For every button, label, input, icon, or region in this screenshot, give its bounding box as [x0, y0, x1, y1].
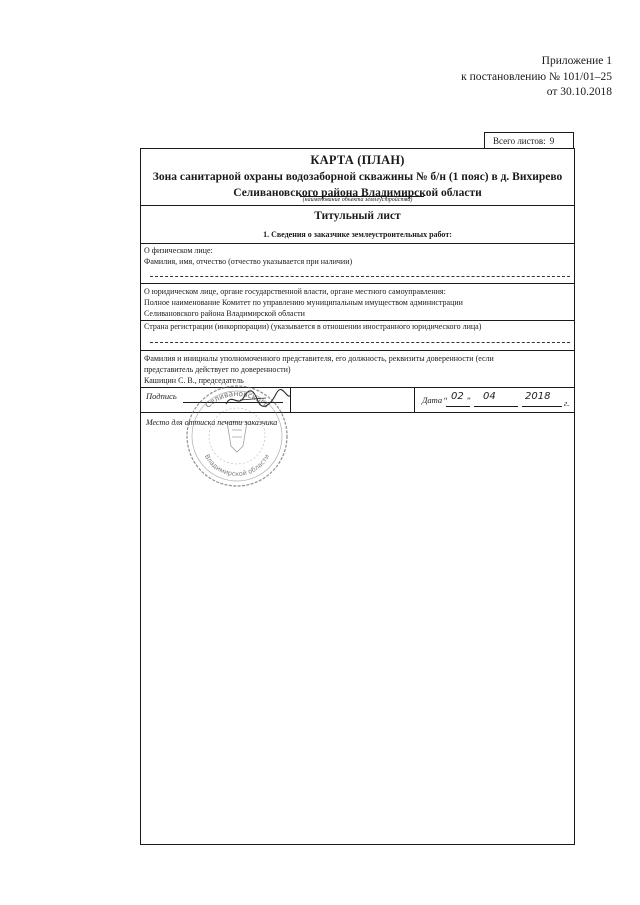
date-month: 04 [483, 391, 496, 402]
individual-label: О физическом лице: [144, 246, 213, 255]
legal-entity-name-line-2: Селивановского района Владимирской области [144, 309, 305, 318]
signature-label: Подпись [146, 391, 177, 401]
date-year-line [522, 406, 562, 407]
legal-entity-name-line-1: Полное наименование Комитет по управлению муниципальным имуществом администрации [144, 298, 463, 307]
date-quote-close: ” [466, 395, 471, 405]
divider-legal [140, 320, 575, 321]
appendix-header [461, 54, 612, 101]
title-sheet-heading: Титульный лист [314, 210, 401, 222]
appendix-line-2: к постановлению № 101/01–25 [461, 70, 612, 83]
stamp-text-top: Селивановского [203, 388, 271, 410]
stamp-text-bottom: Владимирской области [202, 452, 272, 479]
appendix-line-1: Приложение 1 [541, 55, 612, 67]
individual-name-field [150, 276, 570, 277]
signature-divider-right [414, 387, 415, 412]
divider-section-heading [140, 243, 575, 244]
country-field [150, 342, 570, 343]
date-month-line [474, 406, 518, 407]
map-title: КАРТА (ПЛАН) [310, 153, 405, 167]
appendix-line-3: от 30.10.2018 [546, 86, 612, 98]
date-day-line [446, 406, 470, 407]
legal-entity-label: О юридическом лице, органе государственной власти, органе местного самоуправления: [144, 287, 446, 296]
date-day: 02 [451, 391, 464, 402]
representative-name: Кашицин С. В., председатель [144, 376, 244, 385]
date-label: Дата [422, 395, 443, 405]
total-sheets-value: 9 [549, 136, 555, 146]
total-sheets-box [484, 132, 574, 148]
object-name-line-1: Зона санитарной охраны водозаборной скважины № б/н (1 пояс) в д. Вихирево [152, 171, 563, 183]
seal-place-label: Место для оттиска печати заказчика [146, 418, 278, 427]
date-quote-open: “ [443, 395, 448, 405]
representative-label-line-1: Фамилия и инициалы уполномоченного представителя, его должность, реквизиты доверенности (если [144, 354, 494, 363]
object-caption: (наименование объекта землеустройства) [302, 197, 413, 203]
divider-country [140, 350, 575, 351]
stamp-seal [183, 382, 291, 490]
individual-name-label: Фамилия, имя, отчество (отчество указывается при наличии) [144, 257, 353, 266]
divider-header [140, 205, 575, 206]
representative-label-line-2: представитель действует по доверенности) [144, 365, 291, 374]
country-label: Страна регистрации (инкорпорации) (указывается в отношении иностранного юридического лица) [144, 322, 482, 331]
total-sheets-label: Всего листов: [493, 136, 546, 146]
divider-individual [140, 283, 575, 284]
date-year: 2018 [525, 391, 551, 402]
object-name-line-2: Селивановского района Владимирской области [233, 186, 482, 199]
date-year-suffix: г. [564, 398, 570, 408]
section-1-heading: 1. Сведения о заказчике землеустроительных работ: [263, 230, 452, 239]
